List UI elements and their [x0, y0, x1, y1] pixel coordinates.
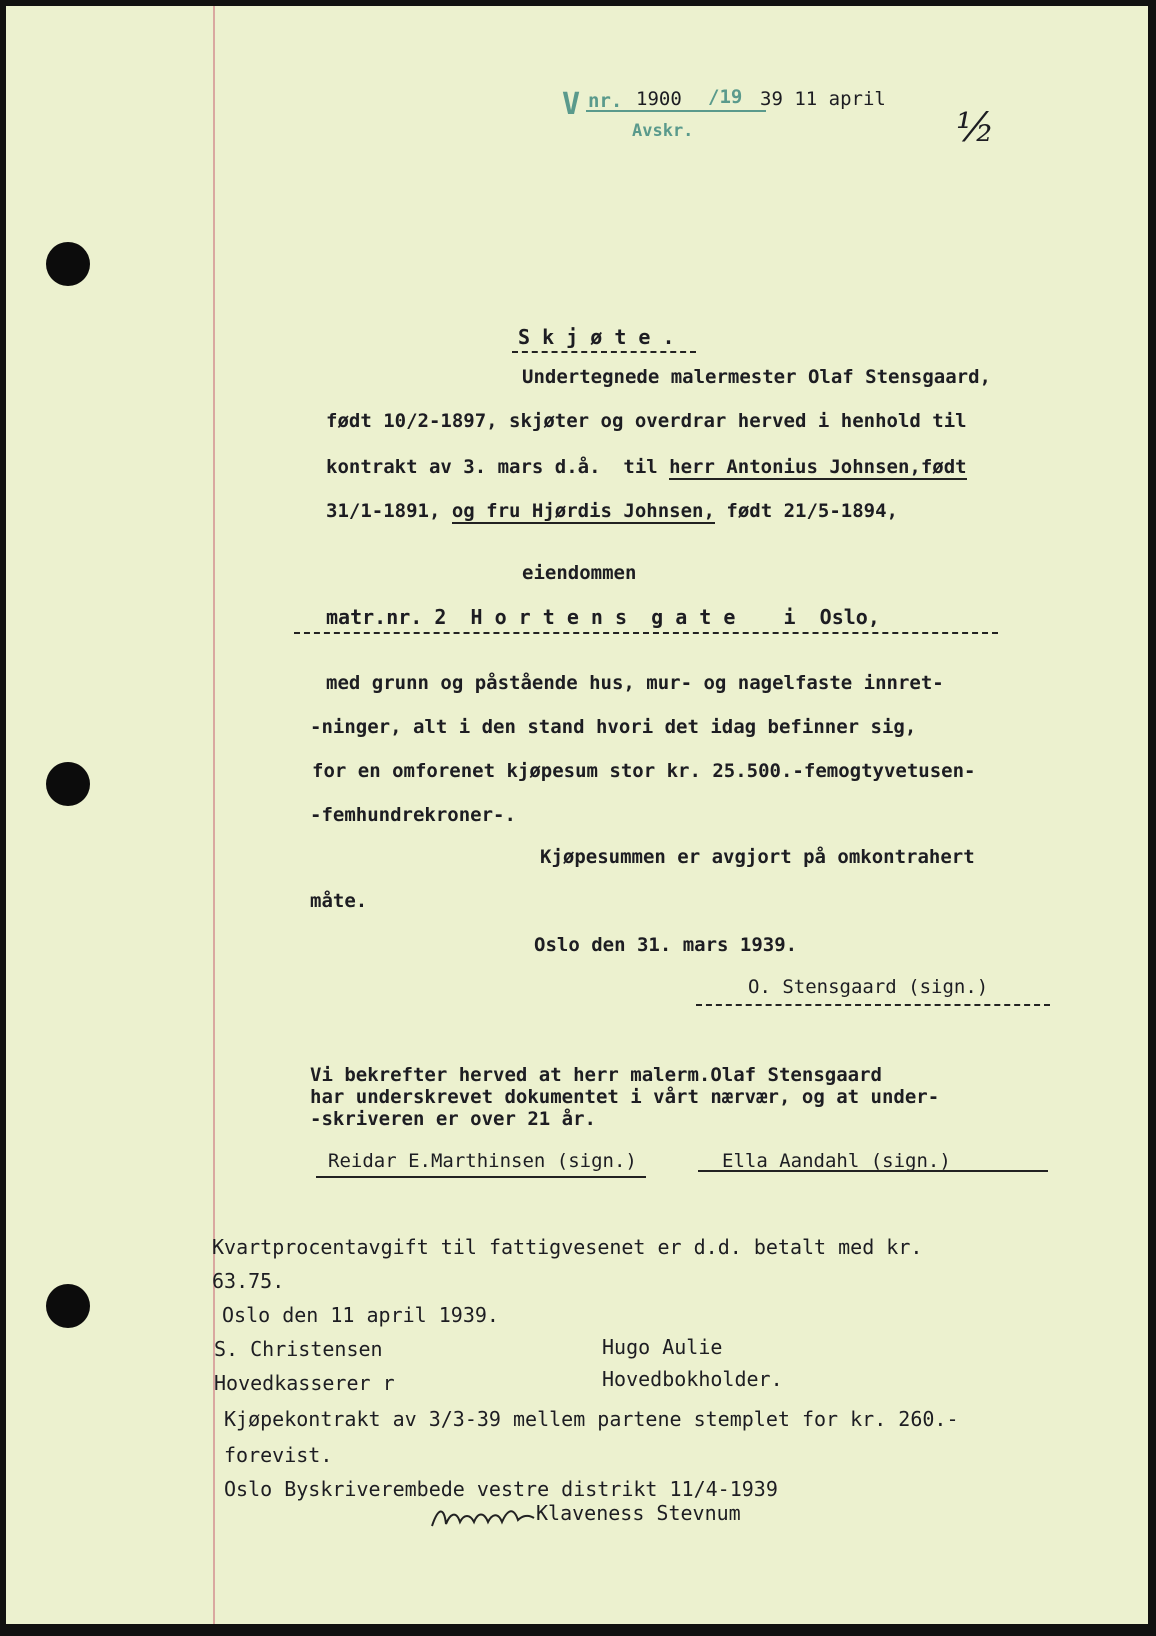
- seller-signature: O. Stensgaard (sign.): [748, 976, 989, 998]
- register-date: 39 11 april: [760, 88, 886, 110]
- body-line-4: -femhundrekroner-.: [310, 804, 516, 826]
- stamp-nr: nr.: [588, 90, 623, 112]
- stamp-avskr: Avskr.: [632, 121, 694, 141]
- body-line-3: for en omforenet kjøpesum stor kr. 25.500.-femogtyvetusen-: [312, 760, 976, 782]
- buyer-2-birth: født 21/5-1894,: [714, 500, 898, 522]
- document-page: [6, 6, 1148, 1624]
- fee-title-2: Hovedbokholder.: [602, 1367, 783, 1391]
- fee-name-2: Hugo Aulie: [602, 1335, 723, 1359]
- fee-name-1: S. Christensen: [214, 1337, 383, 1361]
- witness-line-b: [698, 1170, 1048, 1172]
- punch-hole-middle: [46, 762, 90, 806]
- deed-line-3-text: kontrakt av 3. mars d.å. til: [326, 456, 670, 478]
- body-line-6: måte.: [310, 890, 368, 912]
- fee-date: Oslo den 11 april 1939.: [222, 1303, 499, 1327]
- fee-line-2: 63.75.: [212, 1269, 285, 1293]
- body-line-5: Kjøpesummen er avgjort på omkontrahert: [540, 846, 975, 868]
- witness-line-a: [316, 1176, 646, 1178]
- deed-line-5: eiendommen: [522, 562, 637, 584]
- fee-title-1: Hovedkasserer r: [214, 1371, 395, 1395]
- contract-line-1: Kjøpekontrakt av 3/3-39 mellem partene stemplet for kr. 260.-: [224, 1407, 959, 1431]
- stamp-underline: [586, 110, 766, 112]
- handwritten-signature: [428, 1500, 538, 1534]
- deed-line-2: født 10/2-1897, skjøter og overdrar herved i henhold til: [326, 410, 967, 432]
- deed-line-4: [326, 500, 898, 522]
- witness-sign-2: Ella Aandahl (sign.): [722, 1150, 951, 1172]
- title-underline: [512, 351, 696, 353]
- buyer-1: herr Antonius Johnsen,født: [669, 456, 967, 478]
- contract-line-3: Oslo Byskriverembede vestre distrikt 11/4-1939: [224, 1477, 778, 1501]
- punch-hole-top: [46, 242, 90, 286]
- property-line: matr.nr. 2 H o r t e n s g a t e i Oslo,: [326, 605, 880, 629]
- folio-mark: ½: [956, 105, 995, 151]
- buyer-2: og fru Hjørdis Johnsen,: [451, 500, 715, 522]
- deed-line-1: Undertegnede malermester Olaf Stensgaard,: [522, 366, 991, 388]
- register-year: /19: [708, 86, 743, 108]
- deed-title: S k j ø t e .: [518, 325, 675, 349]
- witness-sign-1: Reidar E.Marthinsen (sign.): [328, 1150, 637, 1172]
- seller-sign-line: [696, 1004, 1050, 1006]
- witness-line-3: -skriveren er over 21 år.: [310, 1108, 596, 1130]
- body-line-2: -ninger, alt i den stand hvori det idag befinner sig,: [310, 716, 917, 738]
- stamp-v: V: [562, 87, 581, 122]
- contract-line-2: forevist.: [224, 1443, 333, 1467]
- deed-line-4-text: 31/1-1891,: [326, 500, 452, 522]
- deed-place-date: Oslo den 31. mars 1939.: [534, 934, 798, 956]
- register-number: 1900: [636, 88, 682, 110]
- property-underline: [294, 632, 998, 634]
- contract-signature: Klaveness Stevnum: [536, 1501, 741, 1525]
- punch-hole-bottom: [46, 1284, 90, 1328]
- witness-line-1: Vi bekrefter herved at herr malerm.Olaf Stensgaard: [310, 1064, 882, 1086]
- deed-line-3: [326, 456, 967, 478]
- witness-line-2: har underskrevet dokumentet i vårt nærvær, og at under-: [310, 1086, 940, 1108]
- body-line-1: med grunn og påstående hus, mur- og nagelfaste innret-: [326, 672, 944, 694]
- fee-line-1: Kvartprocentavgift til fattigvesenet er d.d. betalt med kr.: [212, 1235, 923, 1259]
